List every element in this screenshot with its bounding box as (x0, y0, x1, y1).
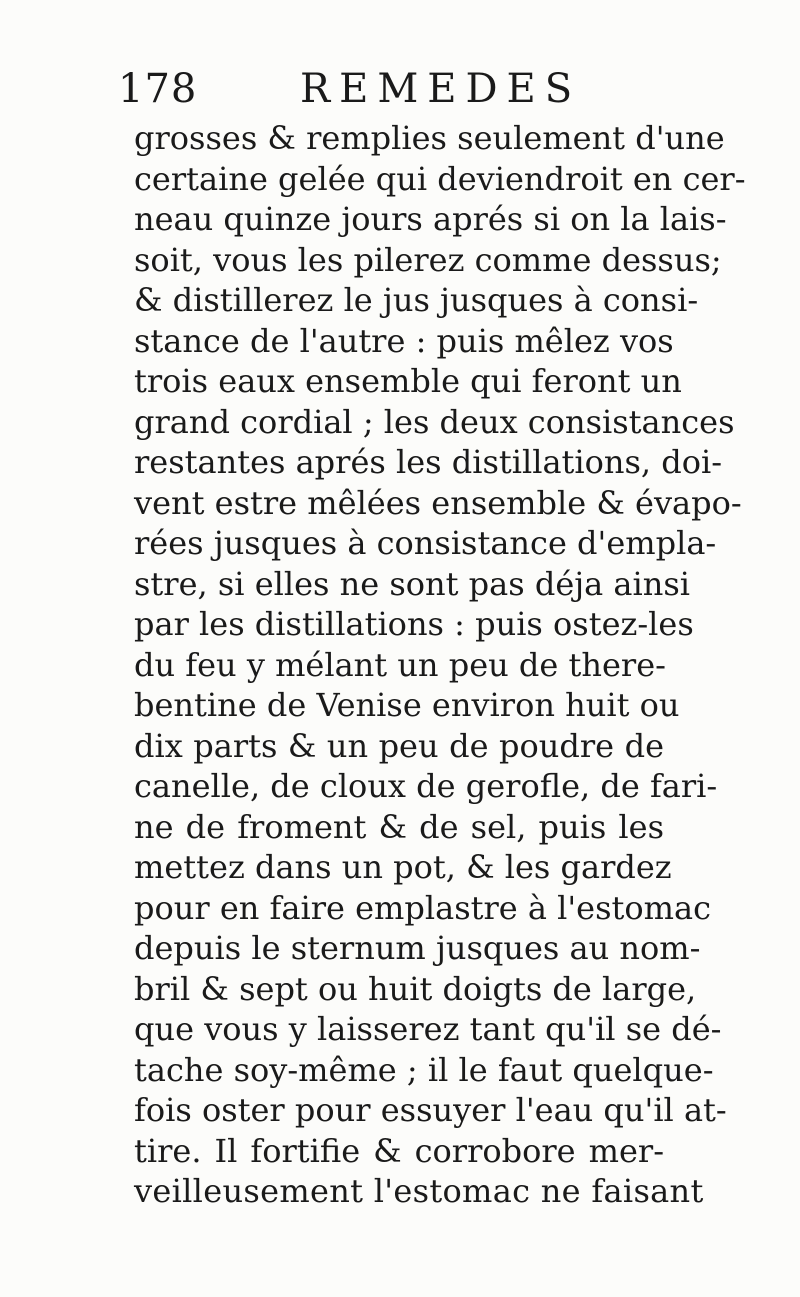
text-line: grosses & remplies seulement d'une (134, 119, 725, 157)
body-text (134, 118, 746, 1212)
text-line: tache soy-même ; il le faut quelque- (134, 1050, 714, 1089)
text-line: soit, vous les pilerez comme dessus; (134, 240, 722, 279)
text-line: veilleusement l'estomac ne faisant (134, 1172, 704, 1210)
text-line: dix parts & un peu de poudre de (134, 726, 664, 765)
text-line: neau quinze jours aprés si on la lais- (134, 200, 727, 238)
text-line: trois eaux ensemble qui feront un (134, 362, 682, 400)
text-line: canelle, de cloux de gerofle, de fari- (134, 767, 718, 805)
page-number: 178 (118, 66, 198, 112)
text-line: certaine gelée qui deviendroit en cer- (134, 159, 746, 198)
text-line: bentine de Venise environ huit ou (134, 686, 680, 724)
text-line: fois oster pour essuyer l'eau qu'il at- (134, 1091, 727, 1129)
text-line: bril & sept ou huit doigts de large, (134, 969, 697, 1008)
text-line: & distillerez le jus jusques à consi- (134, 281, 699, 319)
text-line: grand cordial ; les deux consistances (134, 402, 735, 441)
text-line: stre, si elles ne sont pas déja ainsi (134, 564, 690, 603)
text-line: depuis le sternum jusques au nom- (134, 929, 701, 967)
text-line: stance de l'autre : puis mêlez vos (134, 321, 674, 360)
running-title: REMEDES (300, 66, 582, 112)
text-line: ne de froment & de sel, puis les (134, 807, 664, 846)
text-line: par les distillations : puis ostez-les (134, 605, 694, 643)
text-line: que vous y laisserez tant qu'il se dé- (134, 1010, 722, 1048)
text-line: tire. Il fortifie & corrobore mer- (134, 1131, 664, 1170)
text-line: mettez dans un pot, & les gardez (134, 848, 672, 886)
text-line: du feu y mélant un peu de there- (134, 645, 666, 684)
text-line: rées jusques à consistance d'empla- (134, 524, 717, 562)
text-line: restantes aprés les distillations, doi- (134, 443, 723, 481)
text-line: vent estre mêlées ensemble & évapo- (134, 483, 742, 522)
page-header (118, 66, 678, 118)
text-line: pour en faire emplastre à l'estomac (134, 888, 711, 927)
